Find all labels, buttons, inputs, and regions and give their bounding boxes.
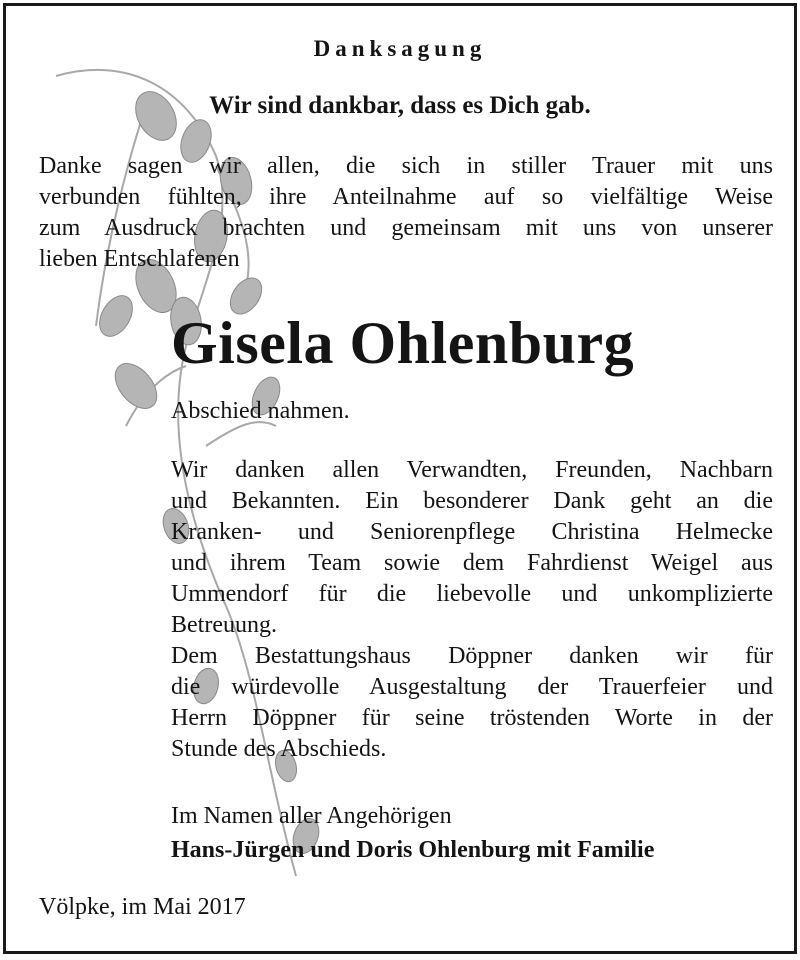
obituary-card <box>3 3 797 954</box>
deceased-name: Gisela Ohlenburg <box>171 310 635 376</box>
place-date: Völpke, im Mai 2017 <box>39 894 246 920</box>
thanks-line: Herrn Döppner für seine tröstenden Worte in der <box>171 705 773 731</box>
thanks-line: die würdevolle Ausgestaltung der Trauerfeier und <box>171 674 773 700</box>
intro-line: zum Ausdruck brachten und gemeinsam mit uns von unserer <box>39 215 773 241</box>
intro-line: verbunden fühlten, ihre Anteilnahme auf so vielfältige Weise <box>39 184 773 210</box>
intro-paragraph <box>39 151 773 275</box>
thanks-line: Wir danken allen Verwandten, Freunden, Nachbarn <box>171 457 773 483</box>
family-signature: Hans-Jürgen und Doris Ohlenburg mit Familie <box>171 837 655 863</box>
behalf-line: Im Namen aller Angehörigen <box>171 803 452 829</box>
thanks-line: und ihrem Team sowie dem Fahrdienst Weigel aus <box>171 550 773 576</box>
intro-line: lieben Entschlafenen <box>39 246 240 272</box>
thanks-line: Betreuung. <box>171 612 277 638</box>
thanks-line: Dem Bestattungshaus Döppner danken wir für <box>171 643 773 669</box>
motto: Wir sind dankbar, dass es Dich gab. <box>209 92 591 119</box>
thanks-line: Stunde des Abschieds. <box>171 736 387 762</box>
thanks-line: und Bekannten. Ein besonderer Dank geht an die <box>171 488 773 514</box>
thanks-line: Ummendorf für die liebevolle und unkomplizierte <box>171 581 773 607</box>
intro-line: Danke sagen wir allen, die sich in stiller Trauer mit uns <box>39 153 773 179</box>
farewell-line: Abschied nahmen. <box>171 398 350 424</box>
thanks-line: Kranken- und Seniorenpflege Christina Helmecke <box>171 519 773 545</box>
thanks-paragraph <box>171 455 773 765</box>
heading: Danksagung <box>313 36 487 61</box>
